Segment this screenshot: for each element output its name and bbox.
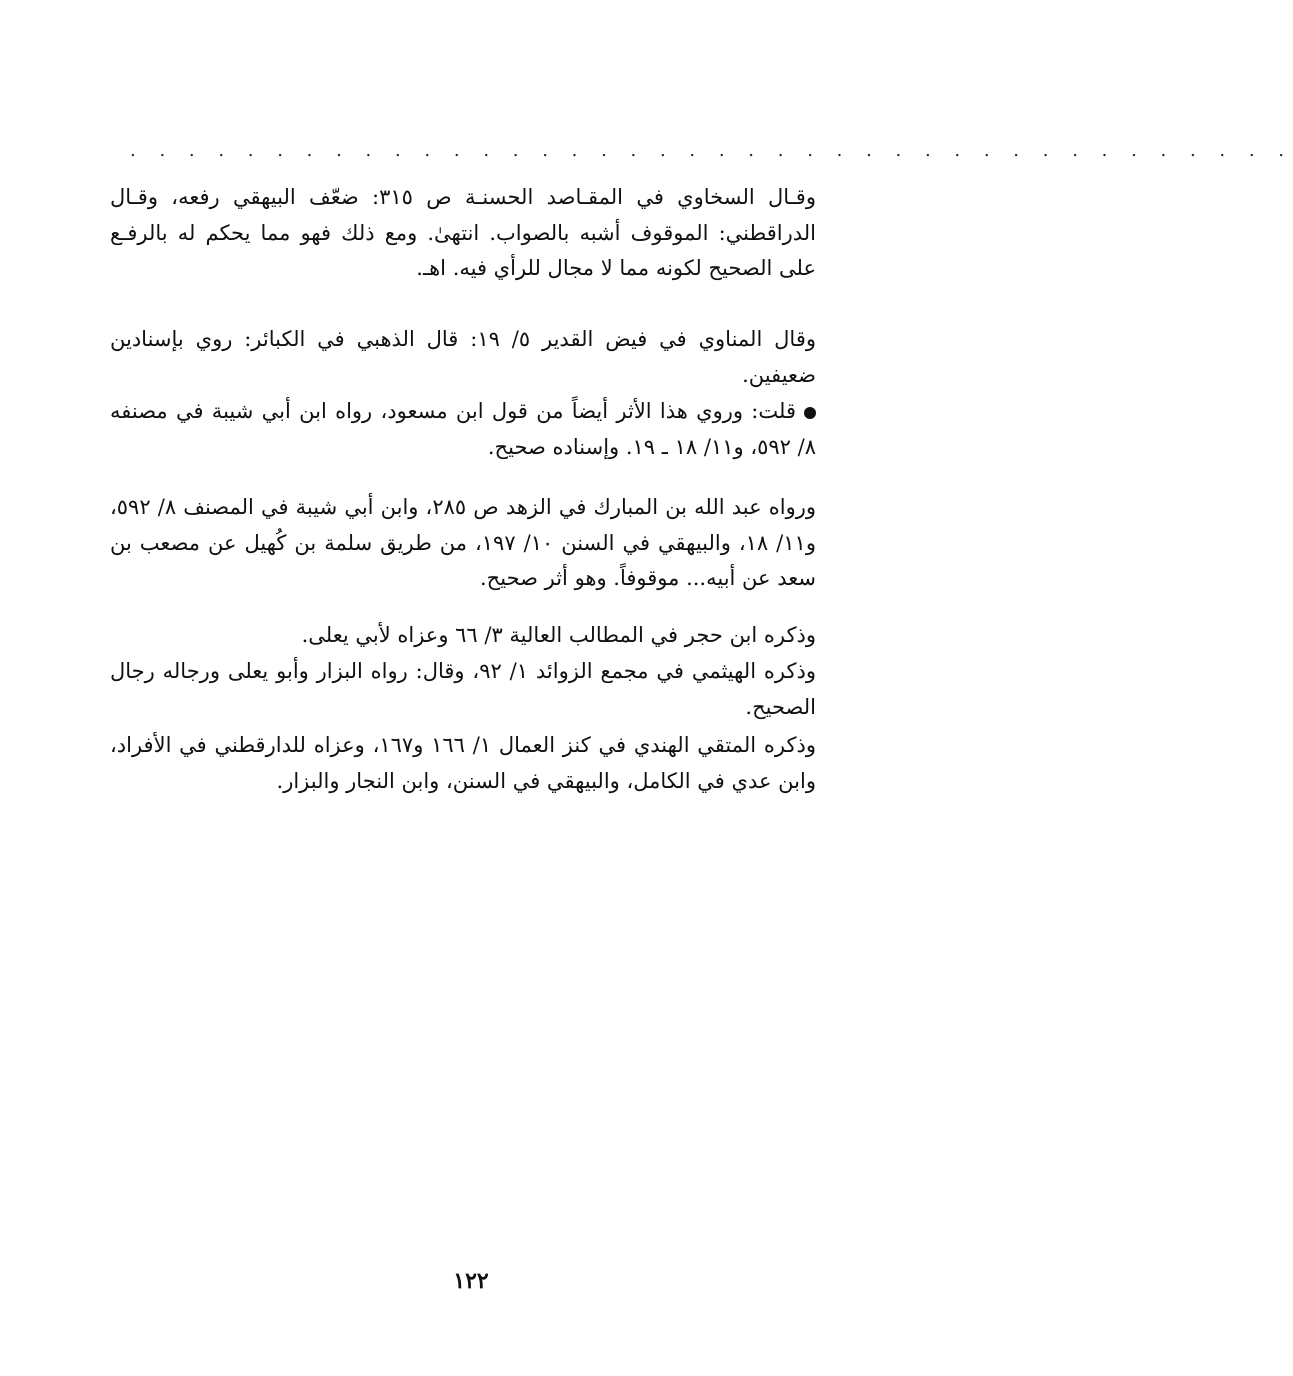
paragraph-sakhawi: وقـال السخاوي في المقـاصد الحسنـة ص ٣١٥: ضعّف البيهقي رفعه، وقـال الدراقطني: الموقوف أشبه بالصواب. انتهىٰ. ومع ذلك فهو مما يحكم له بالرفـع على الصحيح لكونه مما لا مجال للرأي فيه. اهـ. [110, 185, 816, 280]
paragraph-ibn-hajar: وذكره ابن حجر في المطالب العالية ٣/ ٦٦ وعزاه لأبي يعلى. [301, 623, 816, 647]
paragraph-qultu [110, 394, 816, 465]
bullet-icon [804, 407, 816, 419]
paragraph-haythami: وذكره الهيثمي في مجمع الزوائد ١/ ٩٢، وقال: رواه البزار وأبو يعلى ورجاله رجال الصحيح. [110, 659, 816, 719]
page-number: ١٢٢ [453, 1268, 489, 1294]
paragraph-ibn-mubarak: ورواه عبد الله بن المبارك في الزهد ص ٢٨٥، وابن أبي شيبة في المصنف ٨/ ٥٩٢، و١١/ ١٨، والبيهقي في السنن ١٠/ ١٩٧، من طريق سلمة بن كُهيل عن مصعب بن سعد عن أبيه... موقوفاً. وهو أثر صحيح. [110, 495, 816, 590]
paragraph-qultu-text: قلت: وروي هذا الأثر أيضاً من قول ابن مسعود، رواه ابن أبي شيبة في مصنفه ٨/ ٥٩٢، و١١/ ١٨ ـ ١٩. وإسناده صحيح. [110, 399, 816, 459]
paragraph-muttaqi: وذكره المتقي الهندي في كنز العمال ١/ ١٦٦ و١٦٧، وعزاه للدارقطني في الأفراد، وابن عدي في الكامل، والبيهقي في السنن، وابن النجار والبزار. [110, 733, 816, 793]
paragraph-munawi: وقال المناوي في فيض القدير ٥/ ١٩: قال الذهبي في الكبائر: روي بإسنادين ضعيفين. [110, 327, 816, 387]
separator-dots: . . . . . . . . . . . . . . . . . . . . . . . . . . . . . . . . . . . . . . . . [130, 140, 1293, 161]
